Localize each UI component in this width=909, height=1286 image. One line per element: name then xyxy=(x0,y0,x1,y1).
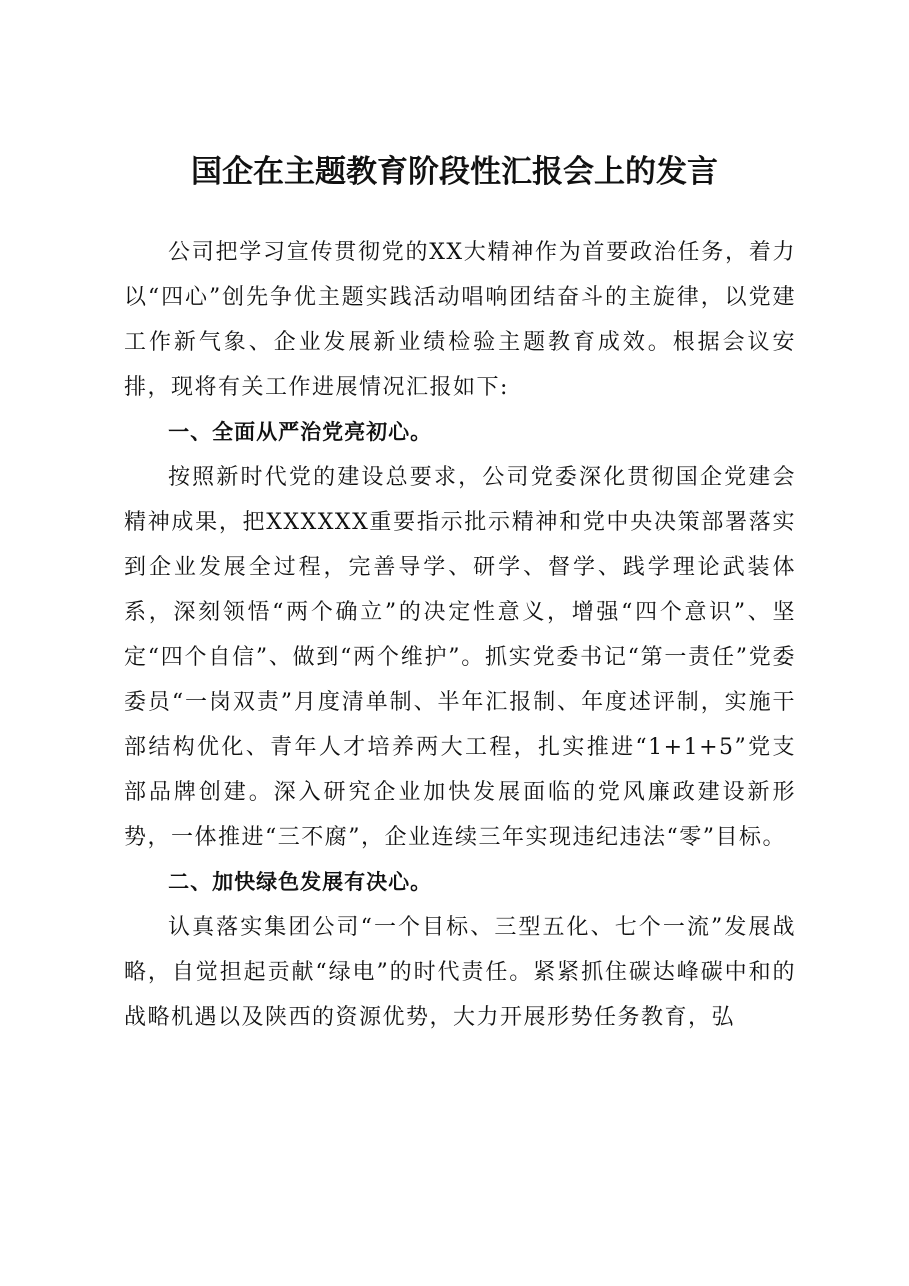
document-body xyxy=(124,230,796,1040)
section-paragraph-2: 认真落实集团公司“一个目标、三型五化、七个一流”发展战略，自觉担起贡献“绿电”的时代责任。紧紧抓住碳达峰碳中和的战略机遇以及陕西的资源优势，大力开展形势任务教育，弘 xyxy=(124,915,796,1030)
section-heading-2: 二、加快绿色发展有决心。 xyxy=(168,870,433,894)
section-heading-1: 一、全面从严治党亮初心。 xyxy=(168,420,433,444)
intro-paragraph: 公司把学习宣传贯彻党的XX大精神作为首要政治任务，着力以“四心”创先争优主题实践活动唱响团结奋斗的主旋律，以党建工作新气象、企业发展新业绩检验主题教育成效。根据会议安排，现将有关工作进展情况汇报如下: xyxy=(124,240,796,400)
section-paragraph-1: 按照新时代党的建设总要求，公司党委深化贯彻国企党建会精神成果，把XXXXXX重要指示批示精神和党中央决策部署落实到企业发展全过程，完善导学、研学、督学、践学理论武装体系，深刻领悟“两个确立”的决定性意义，增强“四个意识”、坚定“四个自信”、做到“两个维护”。抓实党委书记“第一责任”党委委员“一岗双责”月度清单制、半年汇报制、年度述评制，实施干部结构优化、青年人才培养两大工程，扎实推进“1+1+5”党支部品牌创建。深入研究企业加快发展面临的党风廉政建设新形势，一体推进“三不腐”，企业连续三年实现违纪违法“零”目标。 xyxy=(124,465,796,850)
document-title: 国企在主题教育阶段性汇报会上的发言 xyxy=(191,154,718,190)
